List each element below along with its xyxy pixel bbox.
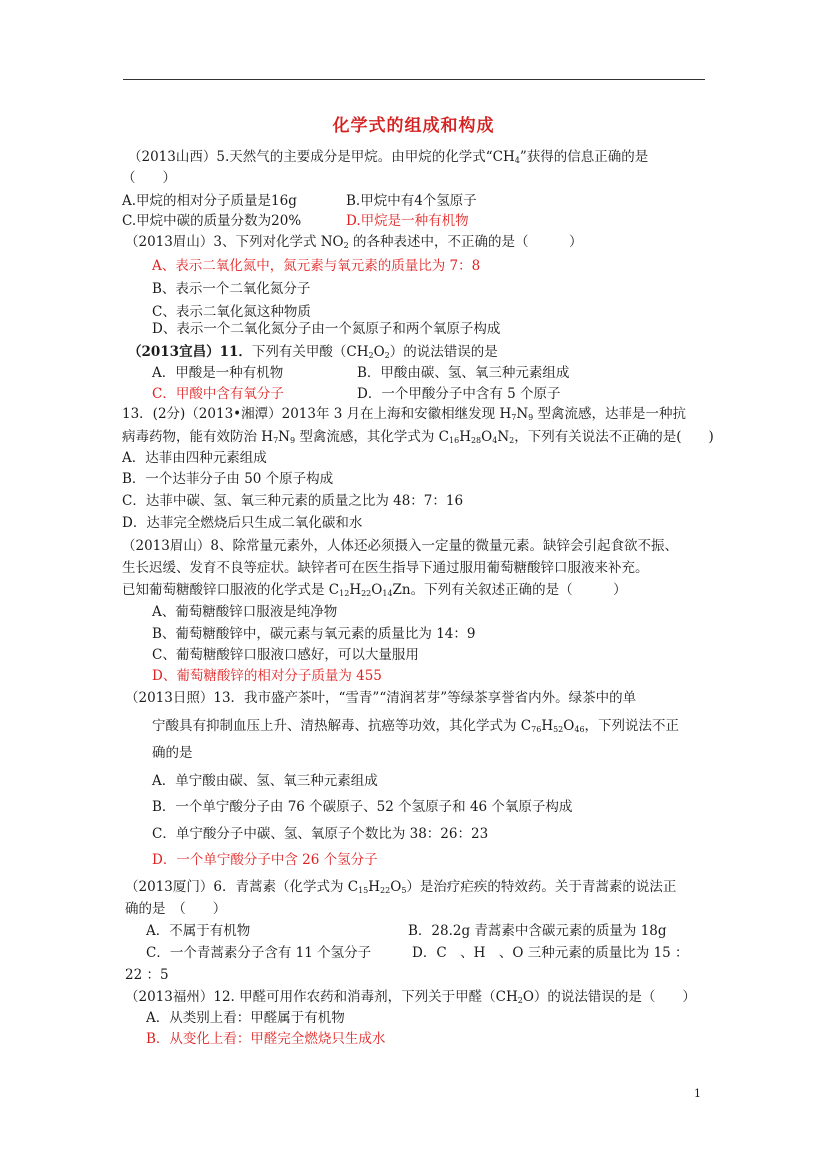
- q6-stem-line3: 确的是: [152, 745, 193, 761]
- q7-stem-line1: （2013厦门）6．青蒿素（化学式为 $C_{15}H_{22}O_5$）是治疗疟疾的特效药。关于青蒿素的说法正: [125, 879, 677, 895]
- q1-stem: （2013山西）5.天然气的主要成分是甲烷。由甲烷的化学式“$CH_4$”获得的信息正确的是: [128, 149, 649, 165]
- q1-option-b: B.甲烷中有4个氢原子: [346, 193, 477, 209]
- q8-stem: （2013福州）12. 甲醛可用作农药和消毒剂，下列关于甲醛$(CH_2O)$的说法错误的是（ ）: [125, 989, 696, 1005]
- q2-option-c: C、表示二氧化氮这种物质: [152, 304, 311, 320]
- q6-option-d-answer: D．一个单宁酸分子中含 26 个氢分子: [152, 852, 378, 868]
- header-rule: [123, 79, 705, 80]
- q7-option-b: B．28.2g 青蒿素中含碳元素的质量为 18g: [408, 923, 667, 939]
- q3-option-c-answer: C．甲酸中含有氧分子: [152, 386, 284, 402]
- q3-option-d: D．一个甲酸分子中含有 5 个原子: [357, 386, 561, 402]
- q6-option-c: C．单宁酸分子中碳、氢、氧原子个数比为 38：26：23: [152, 826, 489, 842]
- q8-option-a: A．从类别上看：甲醛属于有机物: [146, 1010, 345, 1026]
- q6-option-a: A．单宁酸由碳、氢、氧三种元素组成: [152, 773, 378, 789]
- page-title: 化学式的组成和构成: [332, 116, 495, 136]
- q7-option-a: A．不属于有机物: [146, 923, 251, 939]
- q4-stem-line1: 13．(2分)（2013•湘潭）2013年 3 月在上海和安徽相继发现 $H_7N_9$ 型禽流感，达菲是一种抗: [122, 406, 687, 422]
- q1-paren: （ ）: [122, 170, 176, 186]
- q7-option-d-line2: 22 ：5: [125, 967, 169, 983]
- q3-stem: （2013宜昌）11．下列有关甲酸$(CH_2O_2)$的说法错误的是: [128, 344, 498, 360]
- q4-option-d: D．达菲完全燃烧后只生成二氧化碳和水: [122, 515, 363, 531]
- q5-option-c: C、葡萄糖酸锌口服液口感好，可以大量服用: [152, 647, 419, 663]
- q2-option-a-answer: A、表示二氧化氮中，氮元素与氧元素的质量比为 7：8: [152, 258, 481, 274]
- page-number: 1: [694, 1087, 701, 1100]
- q6-option-b: B．一个单宁酸分子由 76 个碳原子、52 个氢原子和 46 个氧原子构成: [152, 799, 573, 815]
- q8-option-b-answer: B．从变化上看：甲醛完全燃烧只生成水: [146, 1031, 386, 1047]
- q3-option-b: B．甲酸由碳、氢、氧三种元素组成: [357, 365, 570, 381]
- q1-option-d-answer: D.甲烷是一种有机物: [346, 213, 469, 229]
- q5-option-d-answer: D、葡萄糖酸锌的相对分子质量为 455: [152, 668, 382, 684]
- q2-stem: （2013眉山）3、下列对化学式 $NO_2$ 的各种表述中，不正确的是（ ）: [125, 234, 583, 250]
- q4-stem-line2: 病毒药物，能有效防治 $H_7N_9$ 型禽流感，其化学式为 $C_{16}H_{28}O_4N_2$，下列有关说法不正确的是( ): [122, 429, 714, 445]
- q5-option-a: A、葡萄糖酸锌口服液是纯净物: [152, 604, 338, 620]
- q7-stem-line2: 确的是 （ ）: [125, 901, 227, 917]
- q2-option-b: B、表示一个二氧化氮分子: [152, 281, 311, 297]
- q6-stem-line2: 宁酸具有抑制血压上升、清热解毒、抗癌等功效，其化学式为 $C_{76}H_{52}O_{46}$，下列说法不正: [152, 718, 680, 734]
- q7-option-d-line1: D．C 、H 、O 三种元素的质量比为 15 ：: [412, 945, 689, 961]
- q6-stem-line1: （2013日照）13．我市盛产茶叶，“雪青”“清润茗芽”等绿茶享誉省内外。绿茶中的单: [125, 690, 637, 706]
- q5-option-b: B、葡萄糖酸锌中，碳元素与氧元素的质量比为 14：9: [152, 626, 476, 642]
- q1-option-a: A.甲烷的相对分子质量是16g: [122, 193, 297, 209]
- q5-stem-line2: 生长迟缓、发育不良等症状。缺锌者可在医生指导下通过服用葡萄糖酸锌口服液来补充。: [122, 560, 649, 576]
- q4-option-a: A．达菲由四种元素组成: [122, 450, 267, 466]
- q3-option-a: A．甲酸是一种有机物: [152, 365, 284, 381]
- q5-stem-line1: （2013眉山）8、除常量元素外，人体还必须摄入一定量的微量元素。缺锌会引起食欲不振、: [122, 538, 678, 554]
- q2-option-d: D、表示一个二氧化氮分子由一个氮原子和两个氧原子构成: [152, 321, 501, 337]
- q1-option-c: C.甲烷中碳的质量分数为20%: [122, 213, 302, 229]
- q7-option-c: C．一个青蒿素分子含有 11 个氢分子: [146, 945, 372, 961]
- q5-stem-line3: 已知葡萄糖酸锌口服液的化学式是 $C_{12}H_{22}O_{14}Zn$。下列有关叙述正确的是（ ）: [122, 582, 627, 598]
- q4-option-c: C．达菲中碳、氢、氧三种元素的质量之比为 48：7：16: [122, 493, 464, 509]
- q4-option-b: B．一个达菲分子由 50 个原子构成: [122, 471, 334, 487]
